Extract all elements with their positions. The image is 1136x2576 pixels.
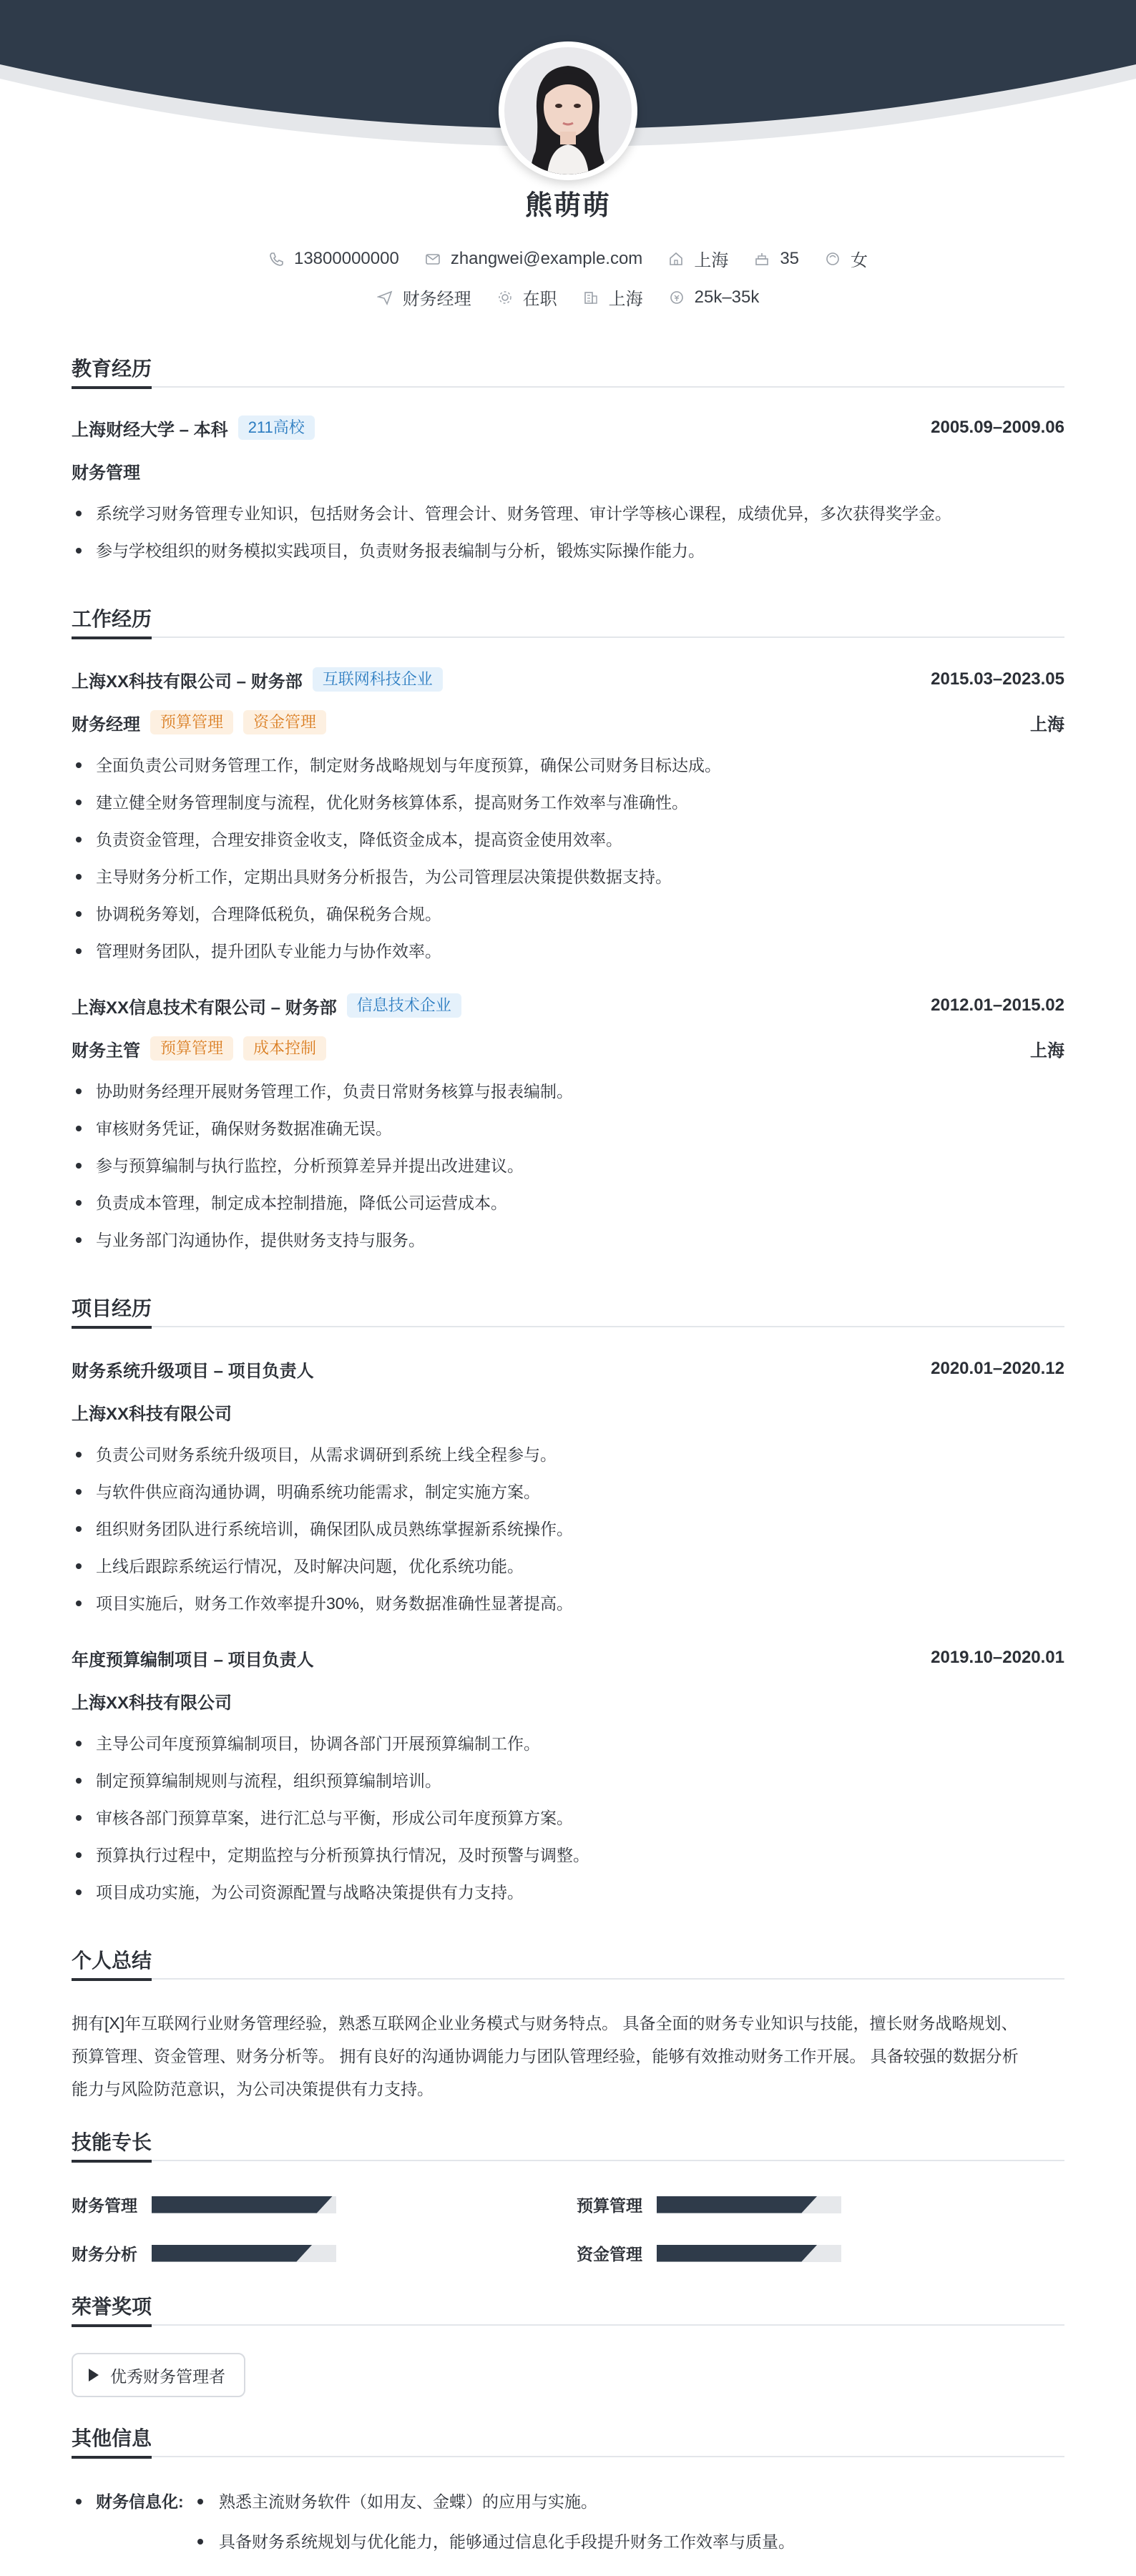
skill-bar-fill	[152, 2196, 333, 2213]
job-2-tag-1: 预算管理	[150, 1036, 233, 1061]
send-icon	[377, 290, 393, 305]
list-item: 与软件供应商沟通协调，明确系统功能需求，制定实施方案。	[72, 1473, 1064, 1510]
phone-text[interactable]: 13800000000	[293, 248, 399, 268]
education-major-row	[72, 456, 1064, 485]
list-item: 审核财务凭证，确保财务数据准确无误。	[72, 1110, 1064, 1147]
education-period: 2005.09–2009.06	[931, 418, 1064, 437]
list-item: 项目成功实施，为公司资源配置与战略决策提供有力支持。	[72, 1874, 1064, 1911]
job-2-header	[72, 991, 1064, 1020]
section-summary: 个人总结	[72, 1947, 1064, 1980]
bullet-dot	[76, 2499, 82, 2504]
mail-icon	[425, 251, 441, 267]
skill-item	[72, 2193, 336, 2216]
project-1-bullets	[72, 1436, 1064, 1622]
salary-text: 25k–35k	[694, 287, 760, 307]
project-1-name: 财务系统升级项目 – 项目负责人	[72, 1361, 314, 1381]
job-2-role-row	[72, 1034, 1064, 1063]
skill-bar-fill	[657, 2196, 817, 2213]
job-title-item	[377, 285, 471, 310]
project-1-company: 上海XX科技有限公司	[72, 1404, 232, 1424]
skill-bar	[657, 2245, 841, 2262]
list-item: 审核各部门预算草案，进行汇总与平衡，形成公司年度预算方案。	[72, 1799, 1064, 1837]
skill-label: 资金管理	[577, 2245, 642, 2263]
job-2-company: 上海XX信息技术有限公司 – 财务部	[72, 998, 337, 1018]
project-2-header	[72, 1643, 1064, 1672]
list-item: 参与预算编制与执行监控，分析预算差异并提出改进建议。	[72, 1147, 1064, 1184]
summary-line: 预算管理、资金管理、财务分析等。 拥有良好的沟通协调能力与团队管理经验，能够有效推动财务工作开展。 具备较强的数据分析	[72, 2047, 1019, 2065]
list-item: 系统学习财务管理专业知识，包括财务会计、管理会计、财务管理、审计学等核心课程，成绩优异，多次获得奖学金。	[72, 495, 1064, 532]
avatar	[499, 41, 637, 180]
skill-bar-fill	[657, 2245, 817, 2262]
education-bullets	[72, 495, 1064, 569]
project-2-company-row	[72, 1686, 1064, 1715]
project-2-name: 年度预算编制项目 – 项目负责人	[72, 1650, 314, 1670]
list-item: 负责公司财务系统升级项目，从需求调研到系统上线全程参与。	[72, 1436, 1064, 1473]
project-1-company-row	[72, 1397, 1064, 1426]
list-item: 负责资金管理，合理安排资金收支，降低资金成本，提高资金使用效率。	[72, 821, 1064, 858]
skill-bar	[657, 2196, 841, 2213]
section-education: 教育经历	[72, 355, 1064, 388]
job-1-period: 2015.03–2023.05	[931, 669, 1064, 689]
other-label: 财务信息化:	[96, 2492, 184, 2511]
skill-label: 财务分析	[72, 2245, 137, 2263]
list-item: 与业务部门沟通协作，提供财务支持与服务。	[72, 1221, 1064, 1259]
home-icon	[668, 251, 684, 267]
play-icon	[89, 2369, 99, 2381]
other-info	[72, 2482, 1064, 2562]
age-text: 35	[780, 248, 800, 268]
status-text: 在职	[522, 290, 557, 309]
list-item: 管理财务团队，提升团队专业能力与协作效率。	[72, 933, 1064, 970]
building-icon	[583, 290, 599, 305]
award-text: 优秀财务管理者	[110, 2366, 225, 2386]
job-1-location: 上海	[1030, 714, 1064, 734]
award-badge	[72, 2353, 245, 2397]
job-1-role-row	[72, 708, 1064, 737]
job-2-tag-2: 成本控制	[243, 1036, 326, 1061]
job-intent-row	[0, 285, 1136, 310]
section-other: 其他信息	[72, 2424, 1064, 2457]
job-2-bullets	[72, 1073, 1064, 1259]
other-line: 熟悉主流财务软件（如用友、金蝶）的应用与实施。	[219, 2492, 597, 2511]
project-2-company: 上海XX科技有限公司	[72, 1693, 232, 1713]
candidate-name: 熊萌萌	[524, 191, 611, 221]
section-work: 工作经历	[72, 605, 1064, 638]
list-item: 上线后跟踪系统运行情况，及时解决问题，优化系统功能。	[72, 1548, 1064, 1585]
salary-item	[669, 287, 760, 308]
summary-line: 拥有[X]年互联网行业财务管理经验，熟悉互联网企业业务模式与财务特点。 具备全面的财务专业知识与技能，擅长财务战略规划、	[72, 2014, 1018, 2032]
project-1-header	[72, 1355, 1064, 1383]
project-2-bullets	[72, 1725, 1064, 1911]
phone-icon	[268, 251, 284, 267]
section-skills: 技能专长	[72, 2128, 1064, 2161]
other-info-line	[72, 2482, 1064, 2522]
other-info-line	[72, 2522, 1064, 2562]
gender-icon	[825, 251, 841, 267]
summary-line: 能力与风险防范意识，为公司决策提供有力支持。	[72, 2080, 434, 2098]
list-item: 协助财务经理开展财务管理工作，负责日常财务核算与报表编制。	[72, 1073, 1064, 1110]
skill-bar-fill	[152, 2245, 312, 2262]
email-text[interactable]: zhangwei@example.com	[450, 248, 643, 268]
job-1-tag-1: 预算管理	[150, 710, 233, 734]
city-item	[668, 246, 728, 271]
skill-item	[577, 2193, 841, 2216]
work-city-item	[583, 285, 643, 310]
list-item: 组织财务团队进行系统培训，确保团队成员熟练掌握新系统操作。	[72, 1510, 1064, 1548]
project-2-period: 2019.10–2020.01	[931, 1648, 1064, 1667]
skill-bar	[152, 2196, 336, 2213]
skill-item	[72, 2241, 336, 2265]
gear-icon	[497, 290, 513, 305]
education-major: 财务管理	[72, 463, 140, 483]
job-2-role: 财务主管	[72, 1041, 140, 1061]
avatar-photo	[504, 47, 632, 174]
job-2-location: 上海	[1030, 1041, 1064, 1061]
skill-item	[577, 2241, 841, 2265]
job-1-header	[72, 665, 1064, 694]
coin-icon	[669, 290, 685, 305]
gender-text: 女	[851, 251, 868, 270]
cake-icon	[754, 251, 770, 267]
work-city-text: 上海	[608, 290, 643, 309]
bullet-dot	[197, 2499, 203, 2504]
age-item	[754, 249, 799, 269]
job-2-period: 2012.01–2015.02	[931, 996, 1064, 1015]
job-title-text: 财务经理	[402, 290, 471, 309]
education-header	[72, 413, 1064, 442]
city-text: 上海	[694, 251, 729, 270]
list-item: 主导财务分析工作，定期出具财务分析报告，为公司管理层决策提供数据支持。	[72, 858, 1064, 895]
list-item: 预算执行过程中，定期监控与分析预算执行情况，及时预警与调整。	[72, 1837, 1064, 1874]
list-item: 主导公司年度预算编制项目，协调各部门开展预算编制工作。	[72, 1725, 1064, 1762]
status-item	[497, 285, 557, 310]
bullet-dot	[197, 2539, 203, 2545]
phone-item	[268, 249, 399, 269]
school-tag: 211高校	[238, 416, 315, 440]
list-item: 全面负责公司财务管理工作，制定财务战略规划与年度预算，确保公司财务目标达成。	[72, 747, 1064, 784]
job-1-role: 财务经理	[72, 714, 140, 734]
gender-item	[825, 246, 868, 271]
list-item: 制定预算编制规则与流程，组织预算编制培训。	[72, 1762, 1064, 1799]
section-projects: 项目经历	[72, 1294, 1064, 1327]
job-1-bullets	[72, 747, 1064, 970]
list-item: 协调税务筹划，合理降低税负，确保税务合规。	[72, 895, 1064, 933]
other-line: 具备财务系统规划与优化能力，能够通过信息化手段提升财务工作效率与质量。	[219, 2532, 795, 2551]
job-1-company: 上海XX科技有限公司 – 财务部	[72, 672, 303, 692]
list-item: 参与学校组织的财务模拟实践项目，负责财务报表编制与分析，锻炼实际操作能力。	[72, 532, 1064, 569]
summary-text	[72, 2007, 1064, 2105]
skill-label: 财务管理	[72, 2196, 137, 2215]
school-name: 上海财经大学 – 本科	[72, 420, 228, 440]
section-awards: 荣誉奖项	[72, 2293, 1064, 2326]
contact-row	[0, 246, 1136, 271]
skill-label: 预算管理	[577, 2196, 642, 2215]
list-item: 建立健全财务管理制度与流程，优化财务核算体系，提高财务工作效率与准确性。	[72, 784, 1064, 821]
list-item: 负责成本管理，制定成本控制措施，降低公司运营成本。	[72, 1184, 1064, 1221]
job-2-industry-tag: 信息技术企业	[347, 993, 461, 1018]
job-1-industry-tag: 互联网科技企业	[313, 667, 443, 692]
email-item	[425, 249, 643, 269]
list-item: 项目实施后，财务工作效率提升30%，财务数据准确性显著提高。	[72, 1585, 1064, 1622]
job-1-tag-2: 资金管理	[243, 710, 326, 734]
skill-bar	[152, 2245, 336, 2262]
project-1-period: 2020.01–2020.12	[931, 1359, 1064, 1378]
